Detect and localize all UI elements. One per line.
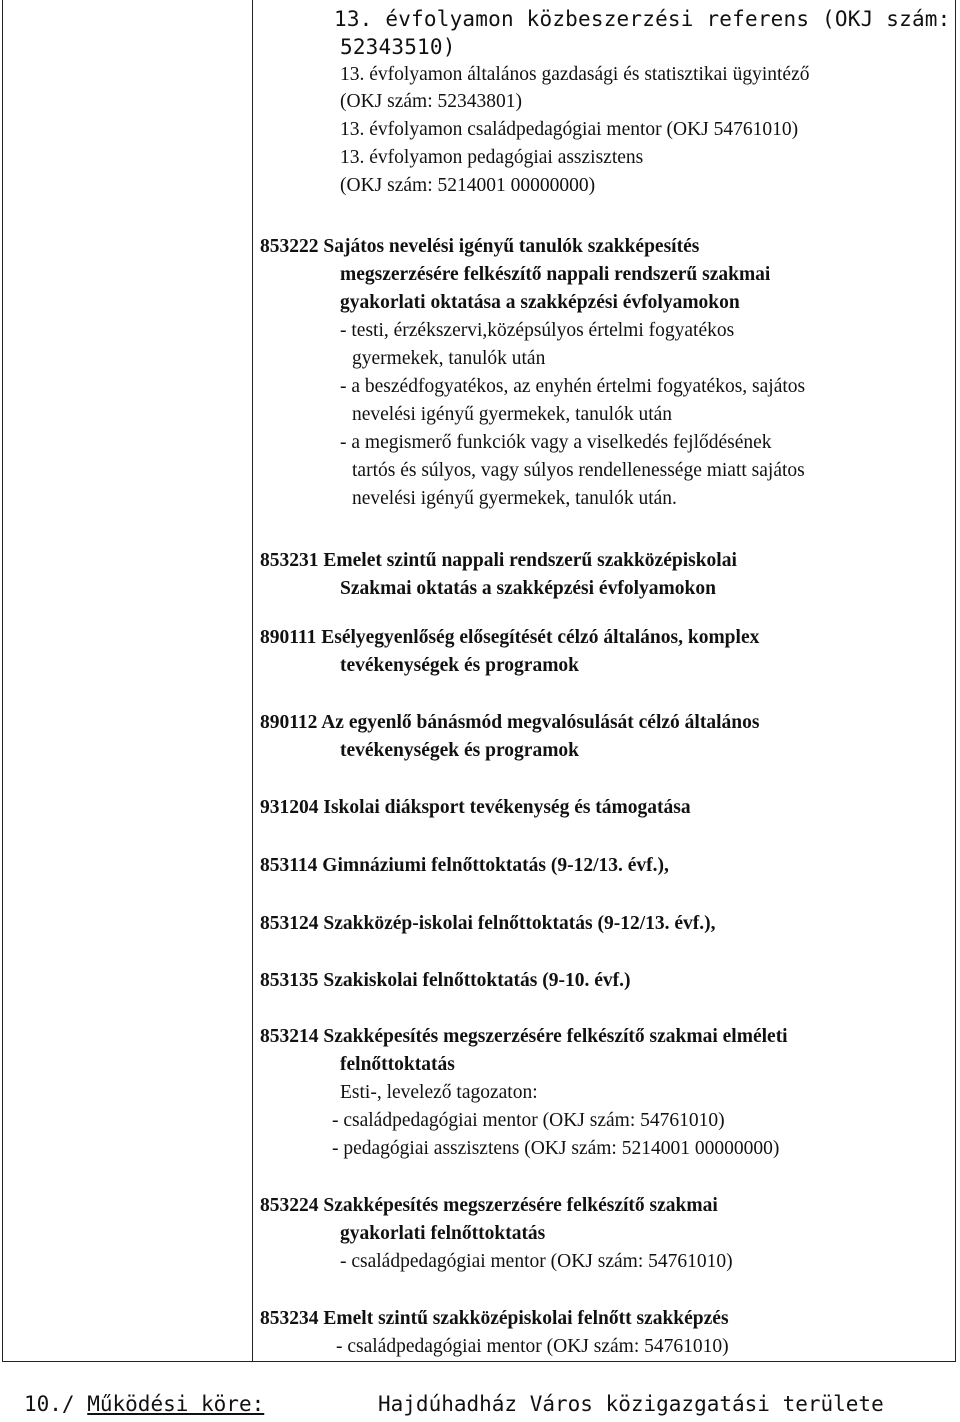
column-divider [252,0,253,1362]
section-label: Működési köre: [87,1392,265,1416]
section-title: megszerzésére felkészítő nappali rendszerű szakmai [340,264,771,285]
section-title: 853135 Szakiskolai felnőttoktatás (9-10. évf.) [260,970,631,991]
list-item: tartós és súlyos, vagy súlyos rendellenessége miatt sajátos [352,460,805,481]
section-title: 890111 Esélyegyenlőség elősegítését célzó általános, komplex [260,627,760,648]
section-number-text: 10./ [24,1392,75,1416]
intro-line: 13. évfolyamon közbeszerzési referens (OKJ szám: [334,7,951,31]
section-title: 931204 Iskolai diáksport tevékenység és támogatása [260,797,691,818]
list-item: - testi, érzékszervi,középsúlyos értelmi fogyatékos [340,320,735,341]
list-item: Esti-, levelező tagozaton: [340,1082,538,1103]
list-item: - családpedagógiai mentor (OKJ szám: 54761010) [340,1251,733,1272]
intro-line: (OKJ szám: 5214001 00000000) [340,175,596,196]
list-item: - családpedagógiai mentor (OKJ szám: 54761010) [332,1110,725,1131]
section-title: 853114 Gimnáziumi felnőttoktatás (9-12/13. évf.), [260,855,669,876]
list-item: nevelési igényű gyermekek, tanulók után [352,404,673,425]
section-title: felnőttoktatás [340,1054,455,1075]
intro-line: (OKJ szám: 52343801) [340,91,522,112]
section-title: 890112 Az egyenlő bánásmód megvalósulását célzó általános [260,712,760,733]
section-title: 853214 Szakképesítés megszerzésére felkészítő szakmai elméleti [260,1026,788,1047]
list-item: - családpedagógiai mentor (OKJ szám: 54761010) [336,1336,729,1357]
list-item: gyermekek, tanulók után [352,348,546,369]
list-item: - pedagógiai asszisztens (OKJ szám: 5214001 00000000) [332,1138,780,1159]
section-title: tevékenységek és programok [340,740,580,761]
intro-line: 52343510) [340,35,456,59]
section-title: tevékenységek és programok [340,655,580,676]
section-number [24,1392,264,1416]
section-value: Hajdúhadház Város közigazgatási területe [378,1392,884,1416]
section-title: 853222 Sajátos nevelési igényű tanulók szakképesítés [260,236,700,257]
intro-line: 13. évfolyamon pedagógiai asszisztens [340,147,644,168]
section-title: 853224 Szakképesítés megszerzésére felkészítő szakmai [260,1195,718,1216]
intro-line: 13. évfolyamon családpedagógiai mentor (OKJ 54761010) [340,119,799,140]
section-title: gyakorlati oktatása a szakképzési évfolyamokon [340,292,740,313]
list-item: nevelési igényű gyermekek, tanulók után. [352,488,677,509]
list-item: - a megismerő funkciók vagy a viselkedés fejlődésének [340,432,772,453]
section-title: Szakmai oktatás a szakképzési évfolyamokon [340,578,716,599]
section-title: 853124 Szakközép-iskolai felnőttoktatás (9-12/13. évf.), [260,913,716,934]
footer-row [0,1392,960,1422]
intro-line: 13. évfolyamon általános gazdasági és statisztikai ügyintéző [340,64,810,85]
section-title: gyakorlati felnőttoktatás [340,1223,546,1244]
section-title: 853234 Emelt szintű szakközépiskolai felnőtt szakképzés [260,1308,729,1329]
list-item: - a beszédfogyatékos, az enyhén értelmi fogyatékos, sajátos [340,376,806,397]
section-title: 853231 Emelet szintű nappali rendszerű szakközépiskolai [260,550,737,571]
